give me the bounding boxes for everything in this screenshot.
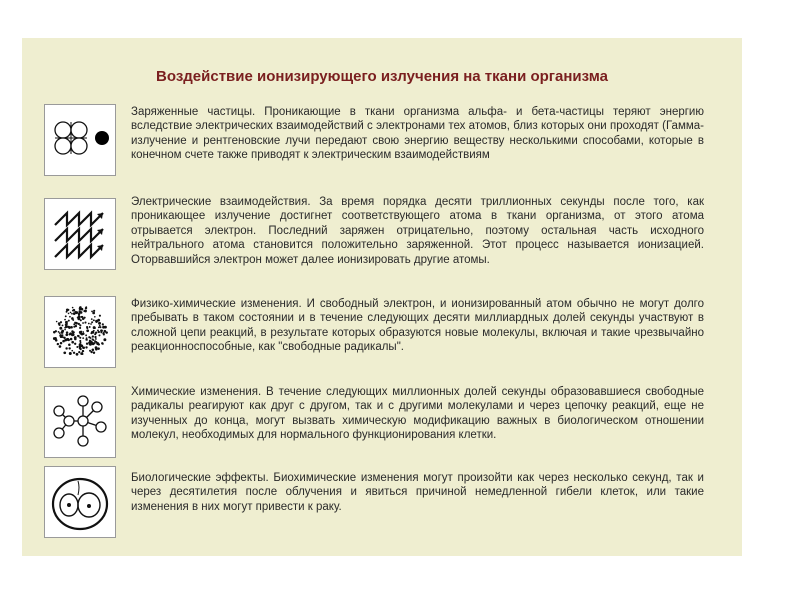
charged-particles-icon	[44, 104, 116, 176]
section-charged-particles-text: Заряженные частицы. Проникающие в ткани организма альфа- и бета-частицы теряют энергию вследствие электрических взаимодействий с электронами тех атомов, близ которых они проходят (Гамма-излучение и рентгеновские лучи передают свою энергию веществу несколькими способами, которые в конечном счете также приводят к электрическим взаимодействиям	[131, 106, 704, 162]
content-panel	[22, 38, 742, 556]
biological-effects-icon	[44, 466, 116, 538]
electric-interactions-icon	[44, 198, 116, 270]
section-chemical-changes-text: Химические изменения. В течение следующих миллионных долей секунды образовавшиеся свободные радикалы реагируют как друг с другом, так и с другими молекулами и через цепочку реакций, еще не изученных до конца, могут вызвать химическую модификацию важных в биологическом отношении молекул, необходимых для нормального функционирования клетки.	[131, 386, 704, 442]
section-physicochemical-changes-text: Физико-химические изменения. И свободный электрон, и ионизированный атом обычно не могут долго пребывать в таком состоянии и в течение следующих десяти миллиардных долей секунды участвуют в сложной цепи реакций, в результате которых образуются новые молекулы, включая и такие чрезвычайно реакционноспособные, как "свободные радикалы".	[131, 298, 704, 354]
page-title: Воздействие ионизирующего излучения на ткани организма	[156, 68, 608, 85]
physicochemical-changes-icon	[44, 296, 116, 368]
section-electric-interactions-text: Электрические взаимодействия. За время порядка десяти триллионных секунды после того, как проникающее излучение достигнет соответствующего атома в ткани организма, от этого атома отрывается электрон. Последний заряжен отрицательно, поэтому остальная часть исходного нейтрального атома становится положительно заряженной. Этот процесс называется ионизацией. Оторвавшийся электрон может далее ионизировать другие атомы.	[131, 196, 704, 266]
section-biological-effects-text: Биологические эффекты. Биохимические изменения могут произойти как через несколько секунд, так и через десятилетия после облучения и явиться причиной немедленной гибели клеток, или такие изменения в них могут привести к раку.	[131, 472, 704, 513]
chemical-changes-icon	[44, 386, 116, 458]
